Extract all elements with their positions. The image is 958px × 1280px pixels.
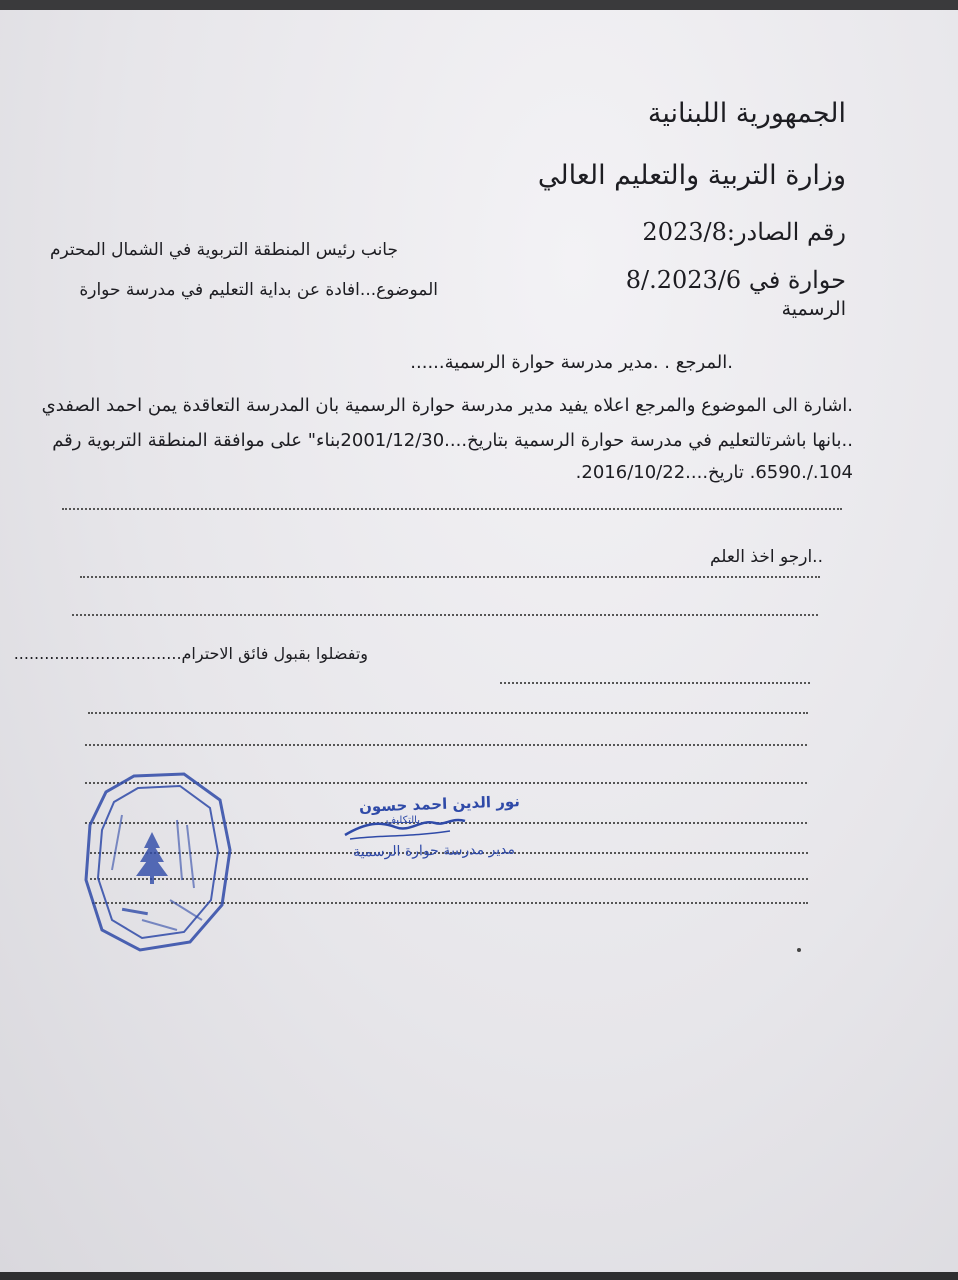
- dotted-line: [85, 744, 807, 746]
- addressee-line: جانب رئيس المنطقة التربوية في الشمال المحترم: [49, 240, 398, 260]
- ministry-title: وزارة التربية والتعليم العالي: [537, 160, 846, 191]
- body-line-1: .اشارة الى الموضوع والمرجع اعلاه يفيد مدير مدرسة حوارة الرسمية بان المدرسة التعاقدة يمن احمد الصفدي: [41, 395, 853, 416]
- official-stamp: [82, 770, 232, 955]
- dotted-line: [62, 508, 842, 510]
- dotted-line: [500, 682, 810, 684]
- dotted-line: [88, 712, 808, 714]
- reference-line: .المرجع . .مدير مدرسة حوارة الرسمية......: [410, 352, 733, 373]
- dotted-line: [80, 576, 820, 578]
- signature-scribble: [340, 813, 470, 843]
- body-line-3: 104./.6590. تاريخ....2016/10/22.: [575, 462, 853, 483]
- republic-title: الجمهورية اللبنانية: [647, 98, 846, 129]
- place-date: حوارة في 2023/6./8: [625, 266, 846, 294]
- stamp-graphic: [82, 770, 232, 955]
- reference-number: رقم الصادر:2023/8: [642, 218, 846, 246]
- trailing-dot: [797, 948, 801, 952]
- document-page: [0, 10, 958, 1272]
- signatory-title: مدير مدرسة حوارة الرسمية: [352, 841, 516, 861]
- signatory-name: نور الدين احمد حسون: [358, 792, 521, 816]
- ask-line: ..ارجو اخذ العلم: [709, 547, 823, 567]
- signatory-delegation: بالتكليف: [385, 815, 420, 826]
- dotted-line: [72, 614, 818, 616]
- closing-line: وتفضلوا بقبول فائق الاحترام.................................: [13, 644, 368, 663]
- body-line-2: ..بانها باشرتالتعليم في مدرسة حوارة الرسمية بتاريخ....2001/12/30بناء" على موافقة المنطقة التربوية رقم: [52, 430, 853, 451]
- place-suffix: الرسمية: [781, 298, 846, 320]
- photo-bottom-edge: [0, 1272, 958, 1280]
- subject-line: الموضوع...افادة عن بداية التعليم في مدرسة حوارة: [79, 280, 438, 300]
- signature-block: [310, 792, 530, 875]
